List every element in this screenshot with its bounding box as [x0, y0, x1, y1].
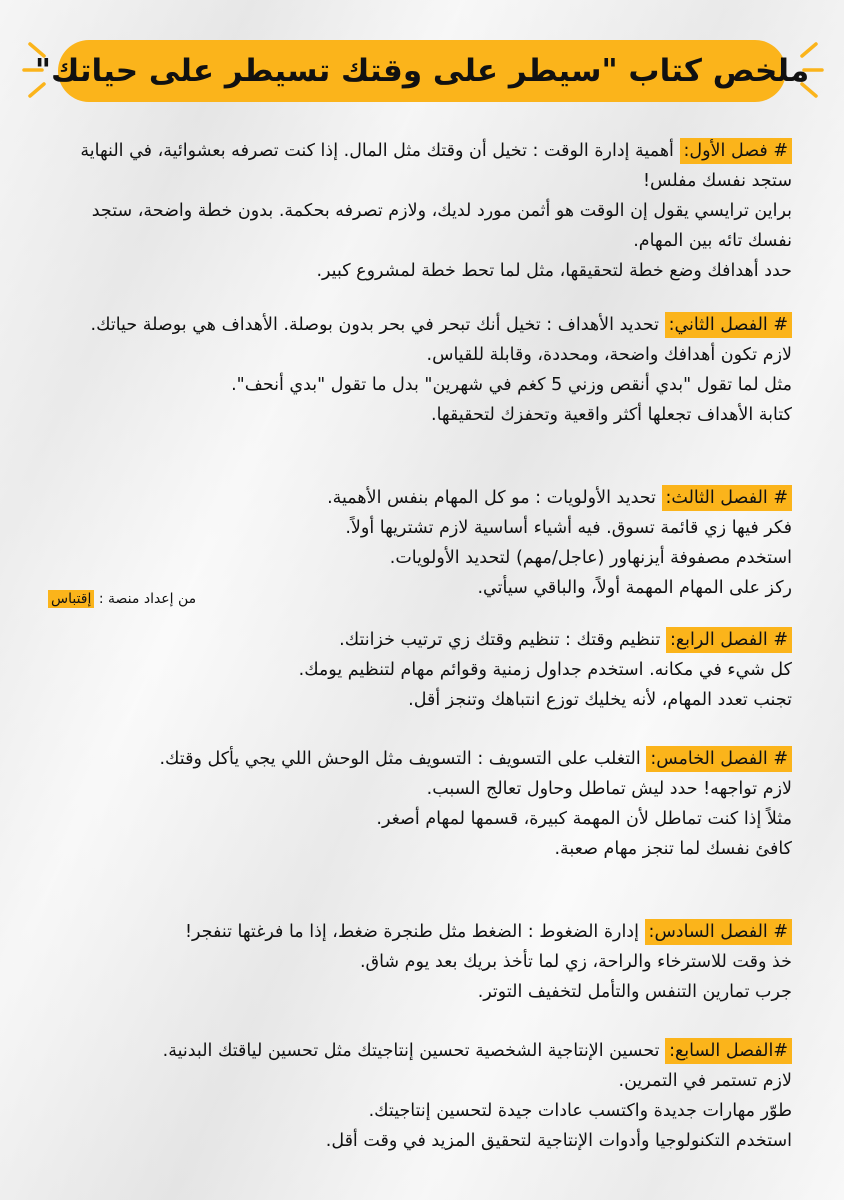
credit-prefix: من إعداد منصة : — [98, 591, 197, 607]
chapter-text: استخدم مصفوفة أيزنهاور (عاجل/مهم) لتحديد الأولويات. — [389, 548, 792, 568]
chapter-text: خذ وقت للاسترخاء والراحة، زي لما تأخذ بريك بعد يوم شاق. — [359, 952, 792, 972]
chapter-text: مثلاً إذا كنت تماطل لأن المهمة كبيرة، قسمها لمهام أصغر. — [376, 809, 792, 829]
chapter-label: # الفصل السادس: — [645, 919, 792, 945]
chapter-text: تحديد الأهداف : تخيل أنك تبحر في بحر بدون بوصلة. الأهداف هي بوصلة حياتك. — [90, 315, 659, 335]
chapter-text: لازم تستمر في التمرين. — [618, 1071, 792, 1091]
chapter-label: # الفصل الرابع: — [666, 627, 792, 653]
credit-line — [48, 591, 196, 607]
chapter-text: تحسين الإنتاجية الشخصية تحسين إنتاجيتك مثل تحسين لياقتك البدنية. — [162, 1041, 660, 1061]
chapter-text: حدد أهدافك وضع خطة لتحقيقها، مثل لما تحط خطة لمشروع كبير. — [316, 261, 792, 281]
chapter-text: مثل لما تقول "بدي أنقص وزني 5 كغم في شهرين" بدل ما تقول "بدي أنحف". — [231, 375, 792, 395]
chapter-text: استخدم التكنولوجيا وأدوات الإنتاجية لتحقيق المزيد في وقت أقل. — [325, 1131, 792, 1151]
title-banner — [34, 40, 810, 102]
chapter-4 — [50, 625, 792, 715]
chapter-7 — [50, 1036, 792, 1156]
chapter-label: # فصل الأول: — [680, 138, 793, 164]
chapter-text: جرب تمارين التنفس والتأمل لتخفيف التوتر. — [477, 982, 792, 1002]
chapter-text: كافئ نفسك لما تنجز مهام صعبة. — [554, 839, 792, 859]
chapter-text: إدارة الضغوط : الضغط مثل طنجرة ضغط، إذا ما فرغتها تنفجر! — [185, 922, 639, 942]
chapter-text: تحديد الأولويات : مو كل المهام بنفس الأهمية. — [327, 488, 656, 508]
chapter-text: كتابة الأهداف تجعلها أكثر واقعية وتحفزك لتحقيقها. — [431, 405, 792, 425]
chapter-label: # الفصل الثالث: — [662, 485, 792, 511]
chapter-text: أهمية إدارة الوقت : تخيل أن وقتك مثل المال. إذا كنت تصرفه بعشوائية، في النهاية ستجد نفسك مفلس! — [80, 141, 792, 191]
chapter-label: #الفصل السابع: — [665, 1038, 792, 1064]
platform-tag: إقتباس — [48, 590, 94, 608]
chapter-6 — [50, 917, 792, 1007]
chapter-2 — [50, 310, 792, 430]
chapter-text: لازم تواجهه! حدد ليش تماطل وحاول تعالج السبب. — [426, 779, 792, 799]
chapter-text: فكر فيها زي قائمة تسوق. فيه أشياء أساسية لازم تشتريها أولاً. — [345, 518, 792, 538]
chapter-text: تنظيم وقتك : تنظيم وقتك زي ترتيب خزانتك. — [339, 630, 661, 650]
chapter-1 — [50, 136, 792, 286]
chapter-text: كل شيء في مكانه. استخدم جداول زمنية وقوائم مهام لتنظيم يومك. — [298, 660, 792, 680]
chapter-label: # الفصل الثاني: — [665, 312, 792, 338]
chapter-text: براين ترايسي يقول إن الوقت هو أثمن مورد لديك، ولازم تصرفه بحكمة. بدون خطة واضحة، ستجد نفسك تائه بين المهام. — [91, 201, 792, 251]
chapter-5 — [50, 744, 792, 864]
chapter-text: طوّر مهارات جديدة واكتسب عادات جيدة لتحسين إنتاجيتك. — [368, 1101, 792, 1121]
chapter-3 — [50, 483, 792, 603]
chapter-text: لازم تكون أهدافك واضحة، ومحددة، وقابلة للقياس. — [426, 345, 792, 365]
chapter-text: تجنب تعدد المهام، لأنه يخليك توزع انتباهك وتنجز أقل. — [408, 690, 792, 710]
chapter-label: # الفصل الخامس: — [646, 746, 792, 772]
chapter-text: ركز على المهام المهمة أولاً، والباقي سيأتي. — [477, 578, 792, 598]
chapter-text: التغلب على التسويف : التسويف مثل الوحش اللي يجي يأكل وقتك. — [159, 749, 641, 769]
page-title: ملخص كتاب "سيطر على وقتك تسيطر على حياتك" — [34, 53, 810, 89]
